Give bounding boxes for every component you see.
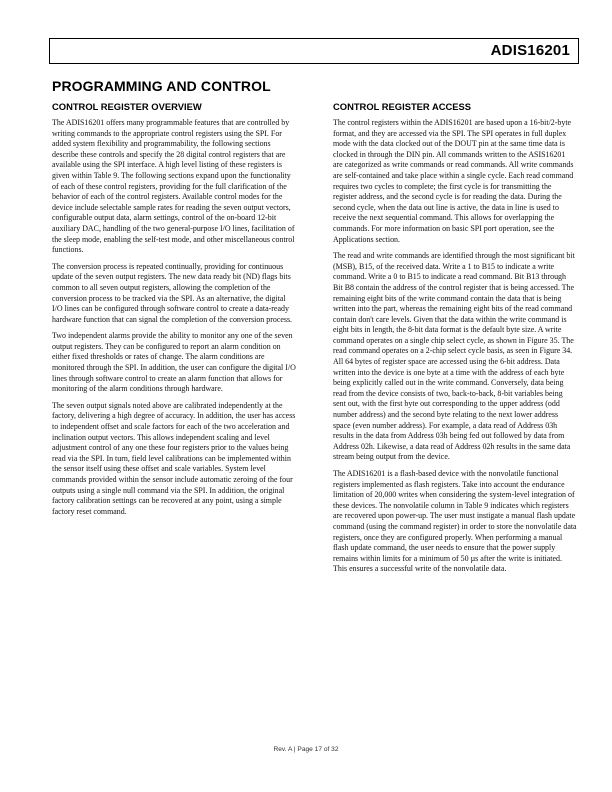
- section-title: PROGRAMMING AND CONTROL: [52, 78, 271, 94]
- left-column: [52, 101, 296, 523]
- right-column: [333, 101, 577, 581]
- page-footer: Rev. A | Page 17 of 32: [273, 746, 339, 753]
- flash-paragraph: The ADIS16201 is a flash-based device with the nonvolatile functional registers implemented as flash registers. Take into account the endurance limitation of 20,000 writes when considering the system-level integration of these devices. The nonvolatile column in Table 9 indicates which registers are recovered upon power-up. The user must instigate a manual flash update command (using the command register) in order to store the nonvolatile data registers, once they are configured properly. When performing a manual flash update command, the user needs to ensure that the power supply remains within limits for a minimum of 50 µs after the write is initiated. This ensures a successful write of the nonvolatile data.: [333, 469, 577, 574]
- access-paragraph: The control registers within the ADIS16201 are based upon a 16-bit/2-byte format, and they are accessed via the SPI. The SPI operates in full duplex mode with the data clocked out of the DOUT pin at the same time data is clocked in through the DIN pin. All commands written to the ASIS16201 are categorized as write commands or read commands. All write commands are self-contained and take place within a single cycle. Each read command requires two cycles to complete; the first cycle is for transmitting the register address, and the second cycle is for reading the data. During the second cycle, when the data out line is active, the data in line is used to receive the next sequential command. This allows for overlapping the commands. For more information on basic SPI port operation, see the Applications section.: [333, 118, 574, 244]
- header-product-name: ADIS16201: [490, 42, 570, 59]
- overview-paragraph: The ADIS16201 offers many programmable features that are controlled by writing commands to the appropriate control registers using the SPI. For added system flexibility and programmability, the following sections describe these controls and specify the 28 digital control registers that are available using the SPI interface. A high level listing of these registers is given within Table 9. The following sections expand upon the functionality of each of these control registers, providing for the full clarification of the behavior of each of the control registers. Available control modes for the device include selectable sample rates for reading the seven output vectors, configurable output data, alarm settings, control of the on-board 12-bit auxiliary DAC, handling of the two general-purpose I/O lines, facilitation of the sleep mode, enabling the self-test mode, and other miscellaneous control functions.: [52, 118, 295, 255]
- alarms-paragraph: Two independent alarms provide the ability to monitor any one of the seven output registers. They can be configured to report an alarm condition on either fixed thresholds or rates of change. The alarm conditions are monitored through the SPI. In addition, the user can configure the digital I/O lines through software control to create an alarm function that allows for monitoring of the alarm conditions through hardware.: [52, 331, 296, 394]
- read-write-commands-paragraph: The read and write commands are identified through the most significant bit (MSB), B15, of the received data. Write a 1 to B15 to indicate a write command. Write a 0 to B15 to indicate a read command. Bit B13 through Bit B8 contain the address of the control register that is being accessed. The remaining eight bits of the write command contain the data that is being written into the part, whereas the remaining eight bits of the read command contain don't care levels. Given that the data within the write command is eight bits in length, the 8-bit data format is the default byte size. A write command operates on a single chip select cycle, as shown in Figure 35. The read command operates on a 2-chip select cycle basis, as seen in Figure 34. All 64 bytes of register space are accessed using the 6-bit address. Data written into the device is one byte at a time with the address of each byte being explicitly called out in the write command. Conversely, data being read from the device consists of two, back-to-back, 8-bit variables being sent out, with the first byte out corresponding to the upper address (odd number address) and the second byte relating to the next lower address space (even number address). For example, a data read of Address 03h results in the data from Address 03h being fed out followed by data from Address 02h. Likewise, a data read of Address 02h results in the same data stream being output from the device.: [333, 251, 575, 462]
- page-header: [49, 38, 579, 64]
- conversion-paragraph: The conversion process is repeated continually, providing for continuous update of the seven output registers. The new data ready bit (ND) flags bits common to all seven output registers, allowing the completion of the conversion process to be tracked via the SPI. As an alternative, the digital I/O lines can be configured through software control to create a data-ready hardware function that can signal the completion of the conversion process.: [52, 261, 293, 324]
- control-register-access-heading: CONTROL REGISTER ACCESS: [333, 101, 472, 112]
- calibration-paragraph: The seven output signals noted above are calibrated independently at the factory, delivering a high degree of accuracy. In addition, the user has access to independent offset and scale factors for each of the two acceleration and inclination output vectors. This allows independent scaling and level adjustment control of any one these four registers prior to the values being read via the SPI. In turn, field level calibrations can be implemented within the sensor itself using these offset and scale variables. System level commands provided within the sensor include automatic zeroing of the four outputs using a single null command via the SPI. In addition, the original factory calibration settings can be recovered at any point, using a simple factory reset command.: [52, 400, 296, 516]
- control-register-overview-heading: CONTROL REGISTER OVERVIEW: [52, 101, 202, 112]
